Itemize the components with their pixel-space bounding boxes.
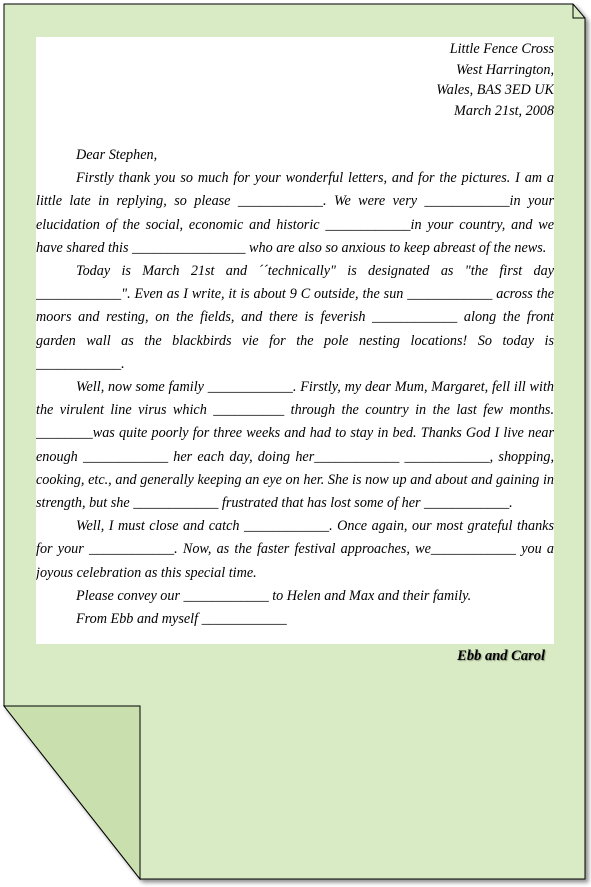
letter-paragraph: Firstly thank you so much for your wonderful letters, and for the pictures. I am a little late in replying, so please ____________. We were very ____________in your elucidation of the social, economic and historic ____________in your country, and we have shared this ________________ who are also so anxious to keep abreast of the news. [36, 170, 554, 256]
address-line: West Harrington, [455, 61, 554, 78]
closing-line: From Ebb and myself ____________ [76, 611, 287, 628]
signature: Ebb and Carol [457, 648, 545, 664]
paper-fold-corner [4, 706, 140, 879]
letter-paragraph: Please convey our ____________ to Helen and Max and their family. [76, 587, 472, 604]
letter-paragraph: Well, now some family ____________. Firstly, my dear Mum, Margaret, fell ill with the virulent line virus which __________ through the country in the last few months. ________was quite poorly for three weeks and had to stay in bed. Thanks God I live near enough ____________ her each day, doing her____________ ____________, shopping, cooking, etc., and generally keeping an eye on her. She is now up and about and gaining in strength, but she ____________ frustrated that has lost some of her ____________. [36, 379, 554, 512]
greeting: Dear Stephen, [76, 147, 158, 163]
address-line: Wales, BAS 3ED UK [436, 82, 554, 98]
letter-sheet [36, 37, 554, 644]
address-line: Little Fence Cross [449, 41, 554, 57]
sender-address [36, 39, 554, 121]
letter-paragraph: Today is March 21st and ´´technically" is designated as "the first day ____________". Even as I write, it is about 9 C outside, the sun ____________ across the moors and resting, on the fields, and there is feverish ____________ along the front garden wall as the blackbirds vie for the pole nesting locations! So today is ____________. [36, 263, 554, 372]
letter-date: March 21st, 2008 [454, 102, 554, 119]
letter-paragraph: Well, I must close and catch ____________. Once again, our most grateful thanks for your ____________. Now, as the faster festival approaches, we____________ you a joyous celebration as this special time. [36, 518, 554, 581]
